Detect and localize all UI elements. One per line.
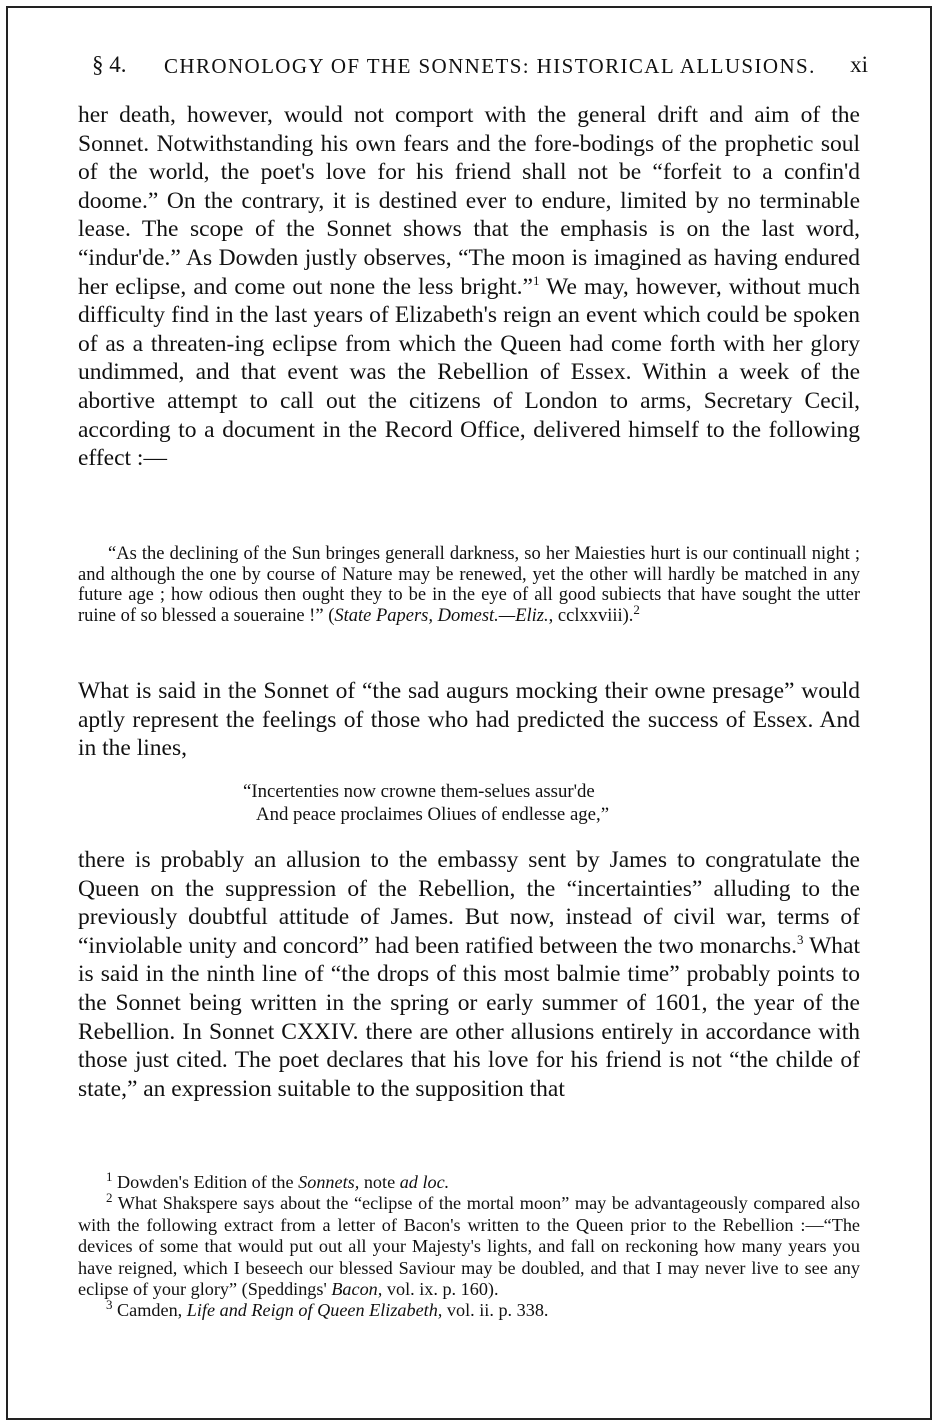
footnote-2-mark: 2	[106, 1190, 113, 1206]
footnote-2	[78, 1190, 860, 1300]
footnote-1-text-a: Dowden's Edition of the	[112, 1172, 299, 1192]
verse-quotation	[243, 780, 609, 826]
running-title: CHRONOLOGY OF THE SONNETS: HISTORICAL ALLUSIONS.	[164, 54, 816, 78]
block-quote-citation-title: State Papers, Domest.—Eliz.	[334, 605, 549, 626]
page-number: xi	[850, 52, 868, 77]
verse-line-2: And peace proclaimes Oliues of endlesse age,”	[256, 804, 610, 825]
footnote-3	[78, 1297, 860, 1321]
footnote-3-italic-a: Life and Reign of Queen Elizabeth,	[186, 1300, 443, 1321]
block-quote-citation-close: , cclxxviii).	[548, 605, 634, 626]
block-quote-text: “As the declining of the Sun bringes generall darkness, so her Maiesties hurt is our continuall night ; and although the one by course of Nature may be renewed, yet the other will hardly be matched in any future age ; how odious then ought they to be in the eye of all good subiects that have sought the utter ruine of so blessed a soueraine !”	[78, 544, 860, 626]
footnote-2-text-b: vol. ix. p. 160).	[382, 1279, 499, 1300]
paragraph-3	[78, 846, 860, 1103]
footnote-1	[78, 1168, 860, 1193]
footnote-2-italic-a: Bacon,	[331, 1279, 383, 1300]
footnote-2-text-a: What Shakspere says about the “eclipse of the mortal moon” may be advantageously compared also with the following extract from a letter of Bacon's written to the Queen prior to the Rebellion :—“The devices of some that would put out all your Majesty's lights, and fall on reckoning how many years you have reigned, which I beseech our blessed Saviour may be doubled, and that I may never live to see any eclipse of your glory” (Speddings'	[78, 1193, 860, 1300]
verse-line-1: “Incertenties now crowne them-selues assur'de	[243, 781, 595, 802]
footnote-1-text-b: note	[359, 1172, 400, 1192]
footnote-3-text-b: vol. ii. p. 338.	[442, 1300, 549, 1321]
footnote-1-italic-a: Sonnets,	[298, 1172, 360, 1192]
running-head	[92, 52, 868, 84]
paragraph-1-text-b: We may, however, without much difficulty find in the last years of Elizabeth's reign an event which could be spoken of as a threaten-ing eclipse from which the Queen had come forth with her glory undimmed, and that event was the Rebellion of Essex. Within a week of the abortive attempt to call out the citizens of London to arms, Secretary Cecil, according to a document in the Record Office, delivered himself to the following effect :—	[78, 273, 860, 472]
block-quote-citation-open: (	[323, 605, 335, 626]
footnote-ref-2: 2	[633, 601, 640, 617]
paragraph-2	[78, 677, 860, 763]
paragraph-1-text-a: her death, however, would not comport with the general drift and aim of the Sonnet. Notwithstanding his own fears and the fore-bodings of the prophetic soul of the world, the poet's love for his friend shall not be “forfeit to a confin'd doome.” On the contrary, it is destined ever to endure, limited by no terminable lease. The scope of the Sonnet shows that the emphasis is on the last word, “indur'de.” As Dowden justly observes, “The moon is imagined as having endured her eclipse, and come out none the less bright.”	[78, 102, 860, 300]
footnotes	[78, 1168, 860, 1322]
paragraph-2-text: What is said in the Sonnet of “the sad augurs mocking their owne presage” would aptly represent the feelings of those who had predicted the success of Essex. And in the lines,	[78, 678, 860, 762]
paragraph-3-text-a: there is probably an allusion to the embassy sent by James to congratulate the Queen on the suppression of the Rebellion, the “incertainties” alluding to the previously doubtful attitude of James. But now, instead of civil war, terms of “inviolable unity and concord” had been ratified between the two monarchs.	[78, 847, 860, 959]
paragraph-3-text-b: What is said in the ninth line of “the drops of this most balmie time” probably points to the Sonnet being written in the spring or early summer of 1601, the year of the Rebellion. In Sonnet CXXIV. there are other allusions entirely in accordance with those just cited. The poet declares that his love for his friend is not “the childe of state,” an expression suitable to the supposition that	[78, 932, 861, 1102]
block-quote	[78, 544, 860, 626]
footnote-ref-1: 1	[532, 272, 540, 288]
paragraph-1	[78, 101, 860, 473]
footnote-ref-3: 3	[796, 931, 804, 947]
section-number: § 4.	[92, 52, 127, 77]
footnote-1-italic-b: ad loc.	[399, 1172, 450, 1192]
footnote-1-mark: 1	[106, 1168, 113, 1184]
footnote-3-mark: 3	[106, 1297, 113, 1313]
footnote-3-text-a: Camden,	[112, 1300, 187, 1321]
